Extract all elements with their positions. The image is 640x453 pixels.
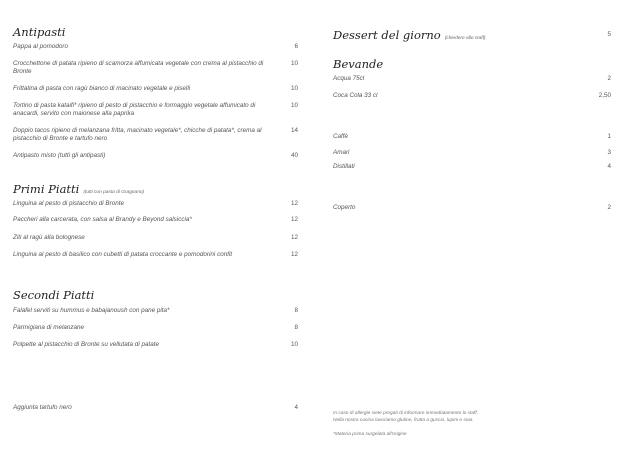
item-price: 12 [290,200,298,207]
menu-item: Pappa al pomodoro 6 [13,43,298,50]
dessert-subtitle: (chiedere allo staff) [444,36,486,41]
allergy-note-1: In caso di allergie siete pregati di informare immediatamente lo staff. [333,411,479,416]
menu-item: Falafel serviti su hummus e babajanoush con pane pita* 8 [13,307,298,314]
primi-title: Primi Piatti (tutti con pasta di Gragnano) [13,182,145,196]
menu-item: Polpette al pistacchio di Bronte su vellutata di patate 10 [13,341,298,348]
menu-item: Caffè 1 [333,133,611,140]
item-price: 5 [607,31,611,38]
menu-item: Distillati 4 [333,163,611,170]
menu-item: Frittatina di pasta con ragù bianco di macinato vegetale e piselli 10 [13,85,298,92]
item-price: 10 [290,60,298,67]
menu-item: Tortino di pasta kataifi* ripieno di pesto di pistacchio e formaggio vegetale affumicato di anacardi, servito con maionese alla paprika 10 [13,102,298,118]
item-price: 2 [607,204,611,211]
extra-truffle: Aggiunta tartufo nero 4 [13,404,298,411]
item-price: 8 [294,307,298,314]
coperto-row: Coperto 2 [333,204,611,211]
item-price: 2 [607,75,611,82]
menu-item: Linguina al pesto di basilico con cubetti di patata croccante e pomodorini confit 12 [13,251,298,258]
bevande-title: Bevande [333,57,384,71]
item-price: 12 [290,251,298,258]
menu-item: Ziti al ragù alla bolognese 12 [13,234,298,241]
secondi-title: Secondi Piatti [13,288,95,302]
item-price: 6 [294,43,298,50]
primi-subtitle: (tutti con pasta di Gragnano) [83,190,145,195]
item-price: 4 [294,404,298,411]
item-price: 14 [290,127,298,134]
menu-item: Crocchettone di patata ripieno di scamorza affumicata vegetale con crema al pistacchio di Bronte 10 [13,60,298,76]
menu-item: Antipasto misto (tutti gli antipasti) 40 [13,152,298,159]
menu-item: Coca Cola 33 cl 2,50 [333,92,611,99]
antipasti-title: Antipasti [13,25,66,39]
item-price: 10 [290,102,298,109]
item-price: 12 [290,234,298,241]
allergy-note-2: Nella nostra cucina lavoriamo glutine, frutta a guscio, lupini e soia. [333,418,474,423]
item-price: 40 [290,152,298,159]
menu-item: Doppio tacos ripieno di melanzana fritta, macinato vegetale*, chicche di patata*, crema al pistacchio di Bronte e tartufo nero 14 [13,127,298,143]
item-price: 2,50 [598,92,611,99]
item-price: 10 [290,341,298,348]
menu-item: Parmigiana di melanzane 8 [13,324,298,331]
menu-item: Acqua 75cl 2 [333,75,611,82]
frozen-note: *Materia prima surgelata all'origine [333,432,407,437]
menu-item: Paccheri alla carcerata, con salsa al Brandy e Beyond salsiccia* 12 [13,216,298,223]
item-price: 3 [607,149,611,156]
item-price: 12 [290,216,298,223]
item-price: 10 [290,85,298,92]
menu-item: Linguina al pesto di pistacchio di Bronte 12 [13,200,298,207]
menu-item: Amari 3 [333,149,611,156]
item-price: 1 [607,133,611,140]
item-price: 8 [294,324,298,331]
dessert-title: Dessert del giorno (chiedere allo staff) [333,28,486,42]
item-price: 4 [607,163,611,170]
